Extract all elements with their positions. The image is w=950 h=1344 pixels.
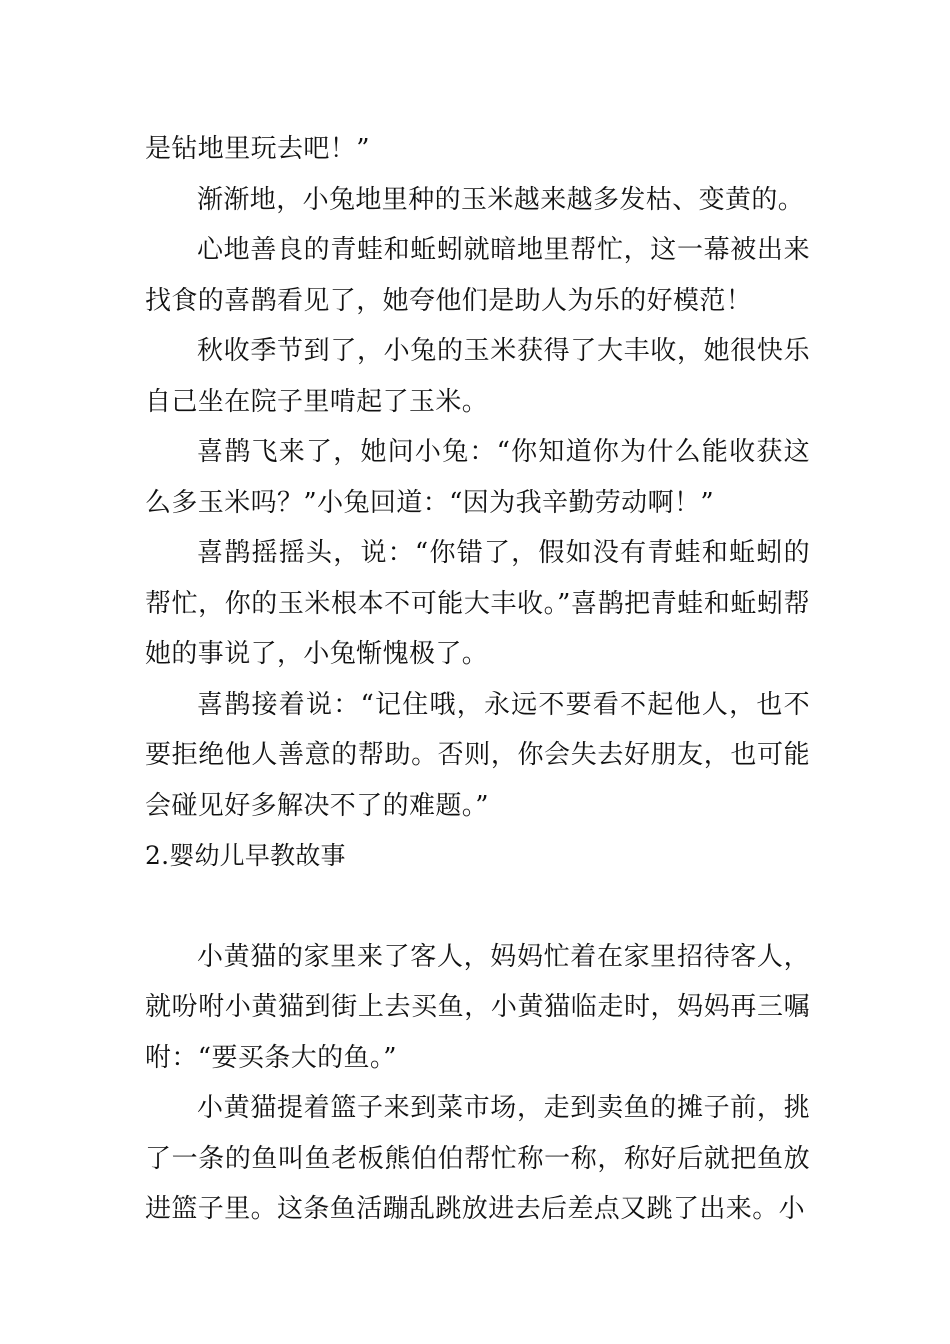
paragraph: 心地善良的青蛙和蚯蚓就暗地里帮忙，这一幕被出来找食的喜鹊看见了，她夸他们是助人为乐的好模范！ xyxy=(145,235,810,316)
paragraph: 渐渐地，小兔地里种的玉米越来越多发枯、变黄的。 xyxy=(197,184,805,215)
paragraph: 小黄猫的家里来了客人，妈妈忙着在家里招待客人，就吩咐小黄猫到街上去买鱼，小黄猫临走时，妈妈再三嘱咐：“要买条大的鱼。” xyxy=(145,941,810,1073)
document-body xyxy=(145,124,810,1235)
paragraph: 小黄猫提着篮子来到菜市场，走到卖鱼的摊子前，挑了一条的鱼叫鱼老板熊伯伯帮忙称一称，称好后就把鱼放进篮子里。这条鱼活蹦乱跳放进去后差点又跳了出来。小 xyxy=(145,1093,810,1224)
paragraph: 喜鹊飞来了，她问小兔：“你知道你为什么能收获这么多玉米吗？”小兔回道：“因为我辛勤劳动啊！” xyxy=(145,437,810,518)
paragraph: 喜鹊接着说：“记住哦，永远不要看不起他人，也不要拒绝他人善意的帮助。否则，你会失去好朋友，也可能会碰见好多解决不了的难题。” xyxy=(145,689,810,821)
section-heading: 2.婴幼儿早教故事 xyxy=(145,841,346,870)
paragraph: 是钻地里玩去吧！” xyxy=(145,134,370,164)
paragraph: 喜鹊摇摇头，说：“你错了，假如没有青蛙和蚯蚓的帮忙，你的玉米根本不可能大丰收。”喜鹊把青蛙和蚯蚓帮她的事说了，小兔惭愧极了。 xyxy=(145,538,810,669)
paragraph: 秋收季节到了，小兔的玉米获得了大丰收，她很快乐自己坐在院子里啃起了玉米。 xyxy=(145,336,810,417)
blank-line xyxy=(145,882,810,932)
